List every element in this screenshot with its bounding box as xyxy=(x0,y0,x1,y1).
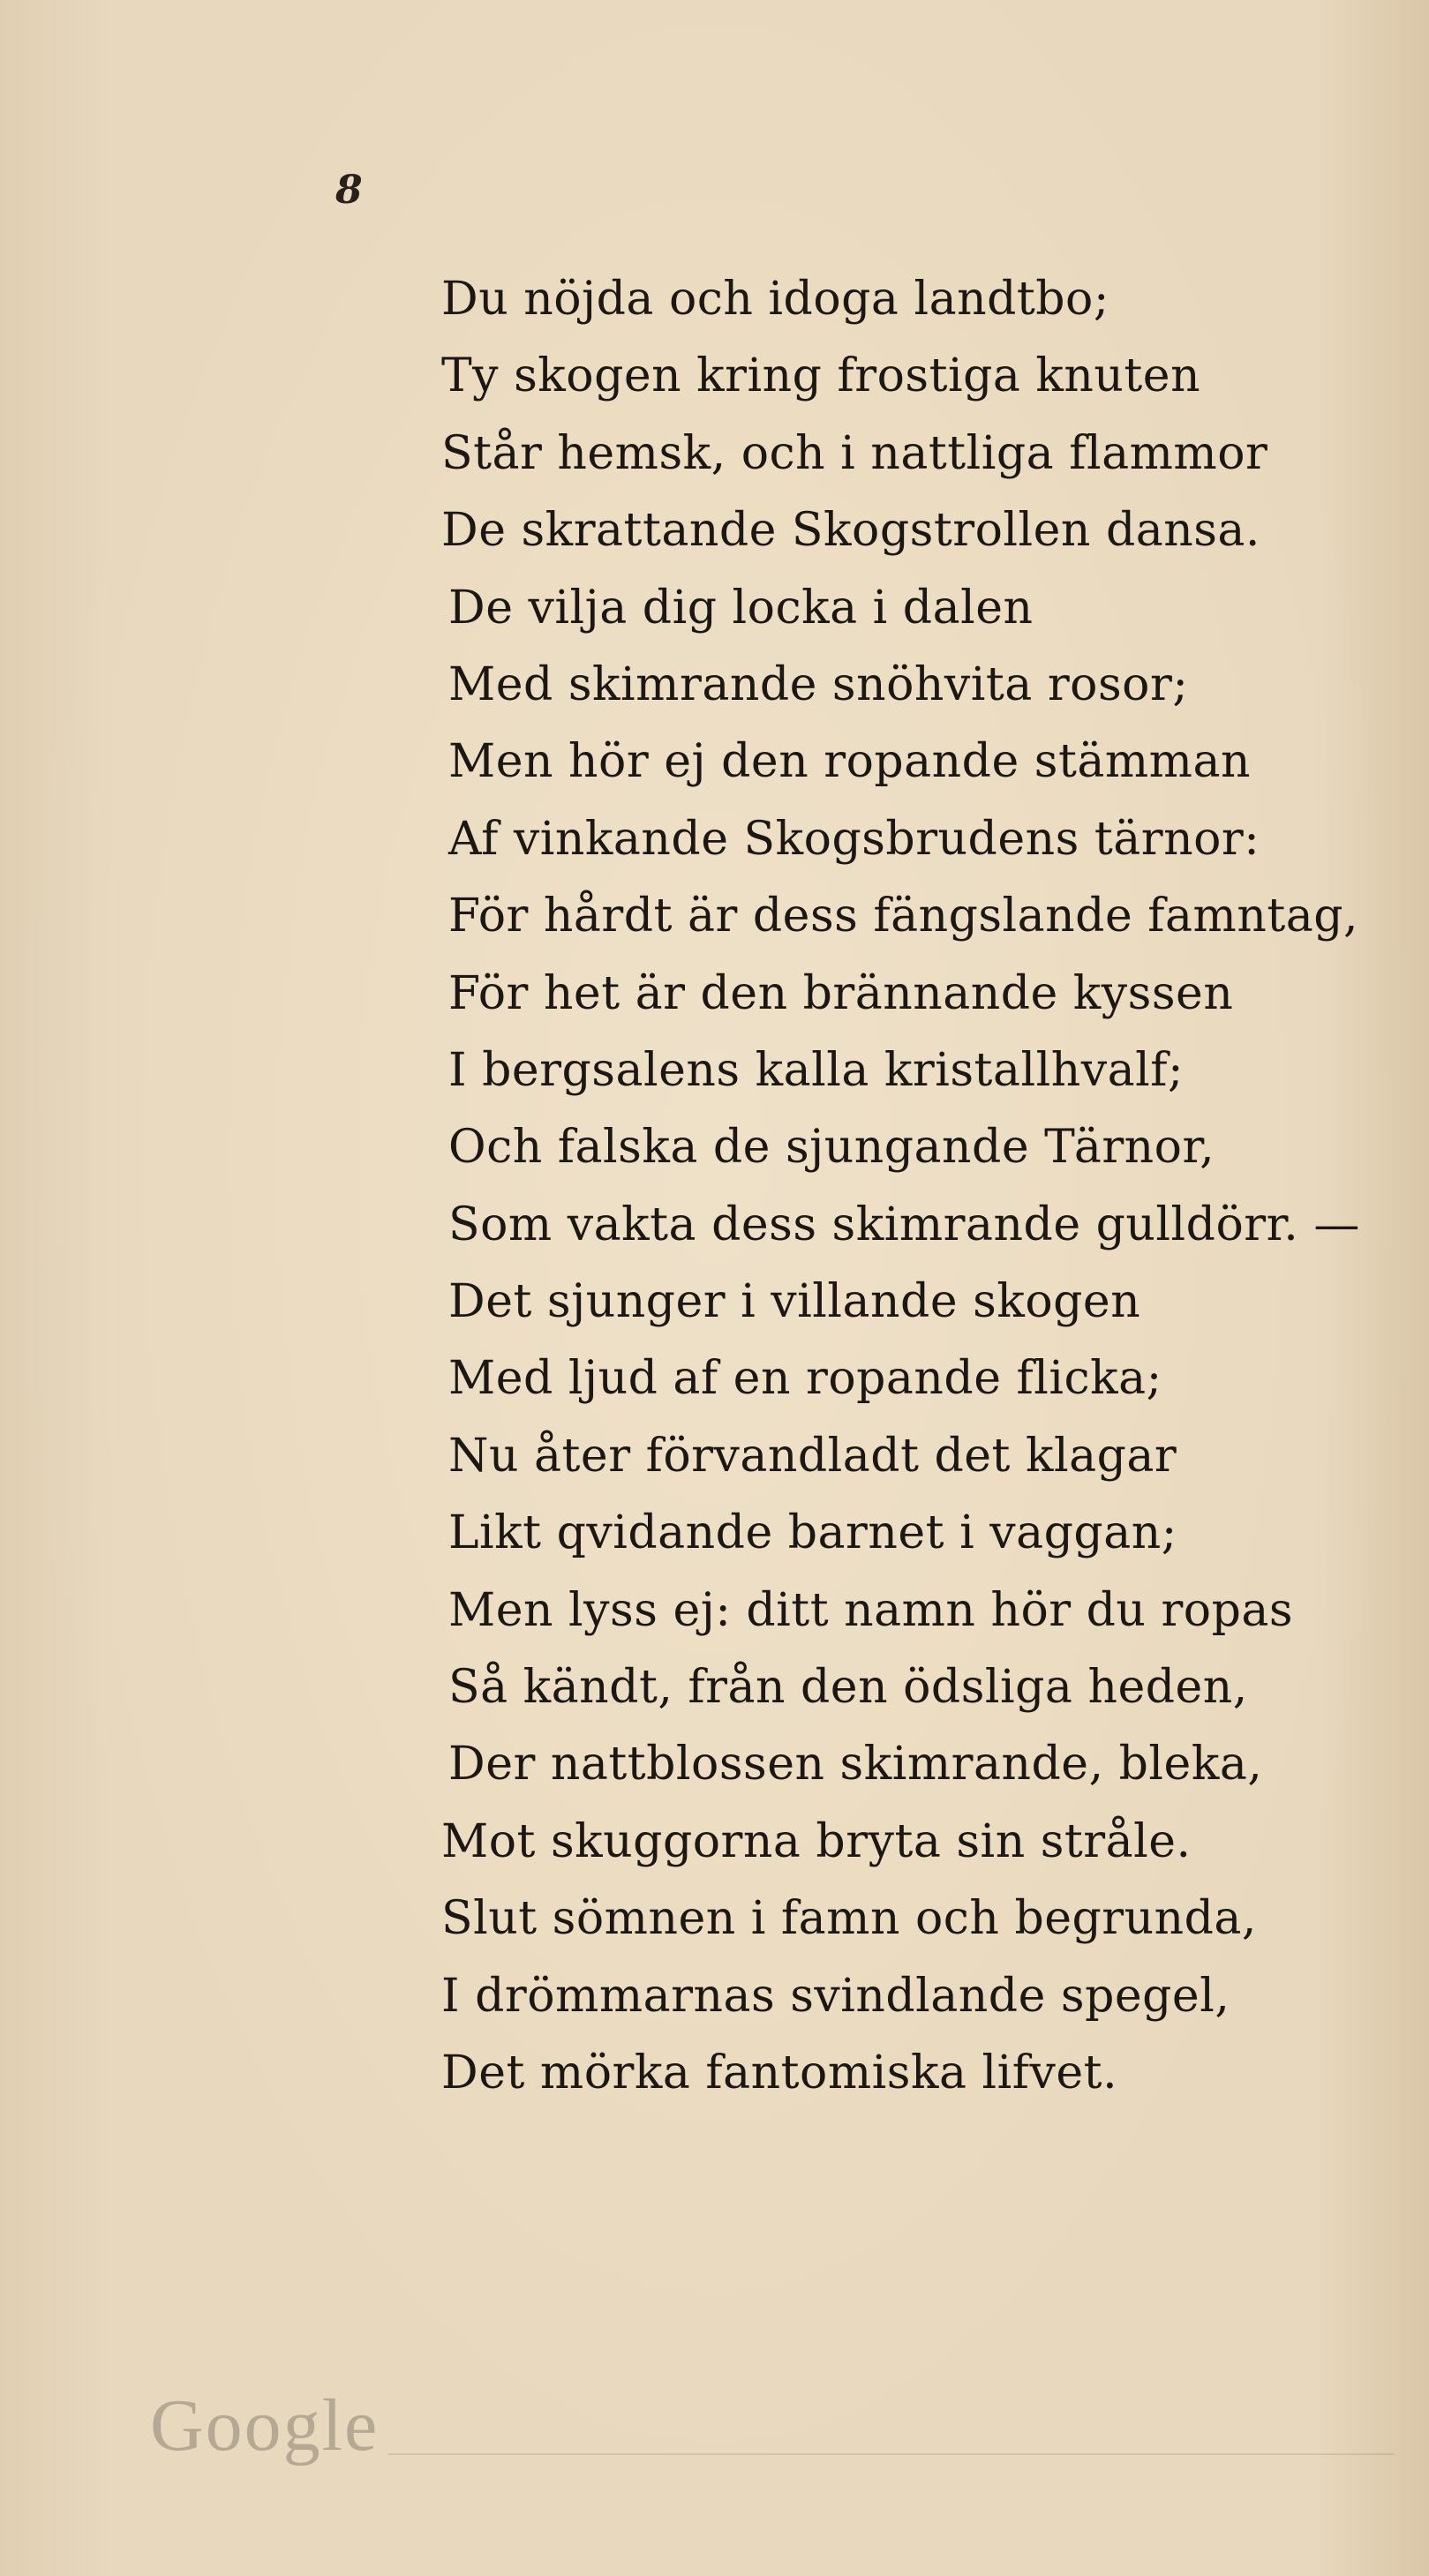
google-watermark: Google xyxy=(150,2384,380,2467)
poem-line: Der nattblossen skimrande, bleka, xyxy=(448,1738,1263,1791)
poem-line: Så kändt, från den ödsliga heden, xyxy=(448,1661,1248,1715)
poem-line: Står hemsk, och i nattliga flammor xyxy=(441,426,1268,480)
poem-line: Det mörka fantomiska lifvet. xyxy=(441,2046,1118,2099)
poem-line: Du nöjda och idoga landtbo; xyxy=(441,273,1109,326)
poem-line: I drömmarnas svindlande spegel, xyxy=(441,1969,1230,2023)
poem-line: I bergsalens kalla kristallhvalf; xyxy=(448,1043,1184,1097)
poem-line: De vilja dig locka i dalen xyxy=(448,581,1034,635)
poem-line: För hårdt är dess fängslande famntag, xyxy=(448,890,1359,943)
poem-line: Af vinkande Skogsbrudens tärnor: xyxy=(448,812,1260,866)
divider xyxy=(388,2453,1395,2455)
poem-line: Likt qvidande barnet i vaggan; xyxy=(448,1506,1177,1560)
poem-line: De skrattande Skogstrollen dansa. xyxy=(441,504,1260,558)
poem-line: För het är den brännande kyssen xyxy=(448,966,1234,1020)
poem-line: Mot skuggorna bryta sin stråle. xyxy=(441,1814,1192,1868)
poem-line: Och falska de sjungande Tärnor, xyxy=(448,1121,1215,1175)
poem-line: Men hör ej den ropande stämman xyxy=(448,735,1251,789)
poem-line: Nu åter förvandladt det klagar xyxy=(448,1429,1177,1483)
poem-line: Slut sömnen i famn och begrunda, xyxy=(441,1892,1257,1946)
page-number: 8 xyxy=(335,168,363,213)
poem-line: Med ljud af en ropande flicka; xyxy=(448,1352,1162,1406)
poem-line: Ty skogen kring frostiga knuten xyxy=(441,349,1201,403)
poem-line: Med skimrande snöhvita rosor; xyxy=(448,657,1189,711)
poem-line: Men lyss ej: ditt namn hör du ropas xyxy=(448,1583,1294,1637)
poem-line: Som vakta dess skimrande gulldörr. — xyxy=(448,1198,1360,1251)
poem-line: Det sjunger i villande skogen xyxy=(448,1275,1141,1329)
poem-text xyxy=(441,261,1395,2112)
